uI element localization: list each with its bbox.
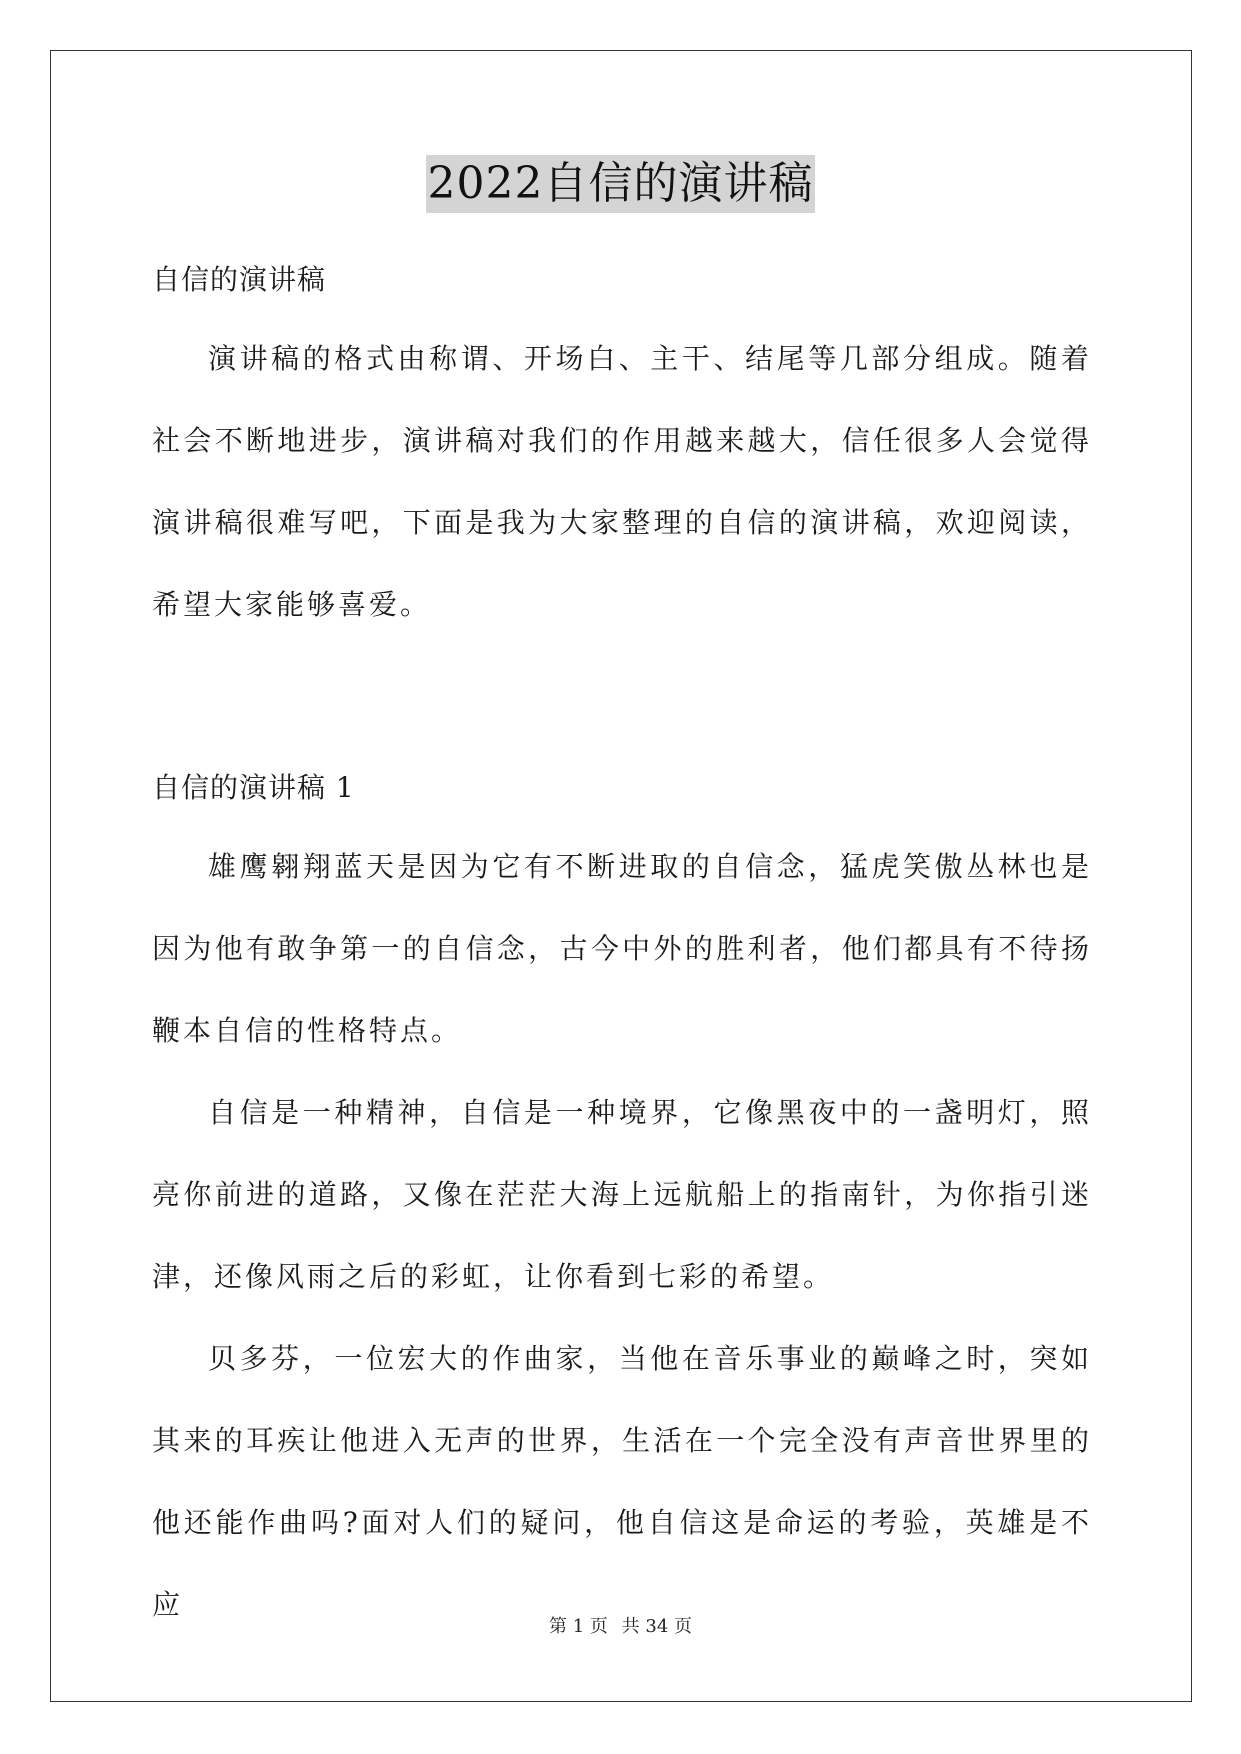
body-paragraph: 自信是一种精神，自信是一种境界，它像黑夜中的一盏明灯，照亮你前进的道路，又像在茫茫大海上远航船上的指南针，为你指引迷津，还像风雨之后的彩虹，让你看到七彩的希望。 [152, 1096, 1092, 1293]
body-paragraph: 雄鹰翱翔蓝天是因为它有不断进取的自信念，猛虎笑傲丛林也是因为他有敢争第一的自信念，古今中外的胜利者，他们都具有不待扬鞭本自信的性格特点。 [152, 850, 1092, 1047]
intro-paragraph: 演讲稿的格式由称谓、开场白、主干、结尾等几部分组成。随着社会不断地进步，演讲稿对我们的作用越来越大，信任很多人会觉得演讲稿很难写吧，下面是我为大家整理的自信的演讲稿，欢迎阅读，希望大家能够喜爱。 [152, 342, 1092, 621]
body-paragraph: 贝多芬，一位宏大的作曲家，当他在音乐事业的巅峰之时，突如其来的耳疾让他进入无声的世界，生活在一个完全没有声音世界里的他还能作曲吗?面对人们的疑问，他自信这是命运的考验，英雄是不应 [152, 1342, 1092, 1621]
page-footer [0, 1612, 1241, 1638]
intro-heading: 自信的演讲稿 [152, 263, 327, 296]
document-title: 2022自信的演讲稿 [426, 155, 816, 213]
document-body [152, 230, 1092, 1646]
title-container [0, 155, 1241, 213]
page-number: 第 1 页 [549, 1616, 608, 1637]
section-heading: 自信的演讲稿 1 [152, 771, 355, 804]
page-total: 共 34 页 [621, 1616, 692, 1637]
